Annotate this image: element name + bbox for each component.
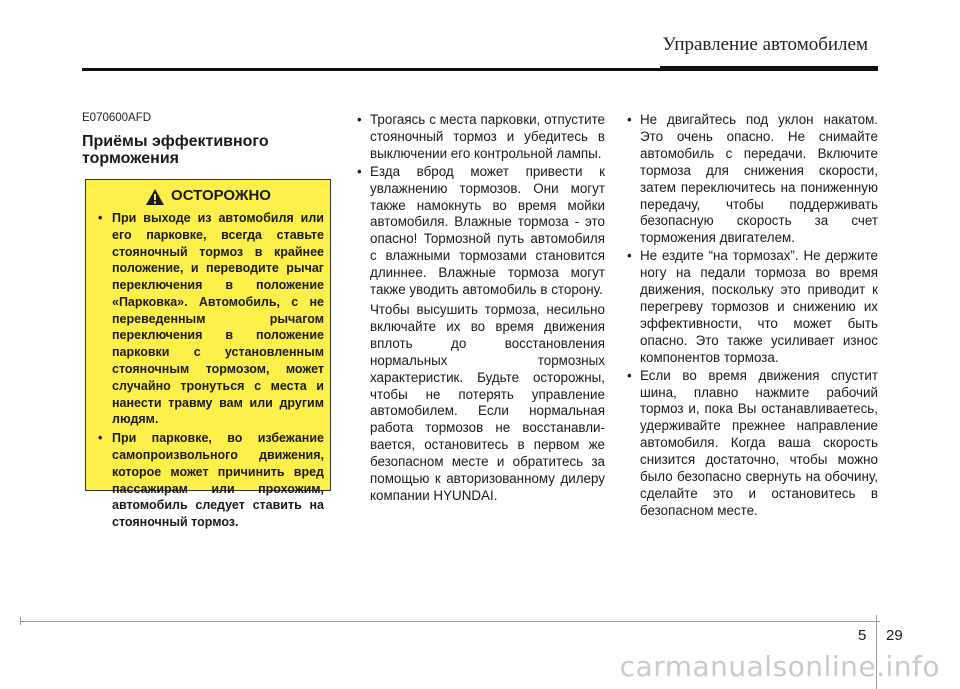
list-item: • Не ездите “на тормозах”. Не держите ногу на педали тормоза во время движения, поскольку это приводит к перегреву тормозов и снижению их эффективности, что может быть опасно. Это также усиливает износ компонентов тормоза. bbox=[624, 248, 878, 366]
header-title: Управление автомобилем bbox=[662, 34, 868, 55]
drying-paragraph: Чтобы высушить тормоза, несильно включайте их во время движения вплоть до восстановления нормальных тормозных характеристик. Будьте осторожны, чтобы не потерять управление автомобилем. Если нормальная работа тормозов не восстанавли-вается, остановитесь в первом же безопасном месте и обратитесь за помощью к авторизованному дилеру компании HYUNDAI. bbox=[370, 301, 605, 503]
warning-header bbox=[92, 188, 324, 206]
footer-rule bbox=[20, 621, 880, 622]
warning-title: ОСТОРОЖНО bbox=[171, 187, 271, 205]
list-item: • Если во время движения спустит шина, плавно нажмите рабочий тормоз и, пока Вы останавливаетесь, удерживайте прежнее направление автомобиля. Когда ваша скорость снизится достаточно, чтобы можно было безопасно свернуть на обочину, сделайте это и остановитесь в безопасном месте. bbox=[624, 368, 878, 520]
middle-bullet-list bbox=[354, 112, 605, 299]
warning-box bbox=[85, 179, 331, 530]
right-bullet-list bbox=[624, 112, 878, 520]
list-item: • Не двигайтесь под уклон накатом. Это очень опасно. Не снимайте автомобиль с передачи. Включите тормоза для снижения скорости, затем переключитесь на пониженную передачу, чтобы поддерживать безопасную скорость за счет торможения двигателем. bbox=[624, 112, 878, 247]
middle-column bbox=[354, 112, 605, 505]
header-rule-accent bbox=[660, 66, 878, 71]
list-item: • Трогаясь с места парковки, отпустите стояночный тормоз и убедитесь в выключении его контрольной лампы. bbox=[354, 112, 605, 163]
warning-list bbox=[92, 210, 324, 531]
page-chapter-number: 5 bbox=[858, 627, 867, 644]
warning-triangle-icon bbox=[145, 188, 165, 206]
watermark: carmanualsonline.info bbox=[619, 650, 940, 683]
right-column bbox=[624, 112, 878, 521]
footer-tick bbox=[20, 617, 21, 625]
warning-item: • При парковке, во избежание самопроизвольного движения, которое может причинить вред пассажирам или прохожим, автомобиль следует ставить на стояночный тормоз. bbox=[92, 430, 324, 531]
section-title: Приёмы эффективного торможения bbox=[82, 132, 269, 167]
section-code: E070600AFD bbox=[82, 112, 152, 124]
list-item: • Езда вброд может привести к увлажнению тормозов. Они могут также намокнуть во время мойки автомобиля. Влажные тормоза - это опасно! Тормозной путь автомобиля с влажными тормозами становится длиннее. Влажные тормоза могут также уводить автомобиль в сторону. bbox=[354, 164, 605, 299]
left-column bbox=[82, 110, 344, 530]
page-number: 29 bbox=[886, 627, 903, 644]
warning-item: • При выходе из автомобиля или его парковке, всегда ставьте стояночный тормоз в крайнее положение, и переводите рычаг переключения в положение «Парковка». Автомобиль, с не переведенным рычагом переключения в положение парковки с установленным стояночным тормозом, может случайно тронуться с места и нанести травму вам или другим людям. bbox=[92, 210, 324, 428]
